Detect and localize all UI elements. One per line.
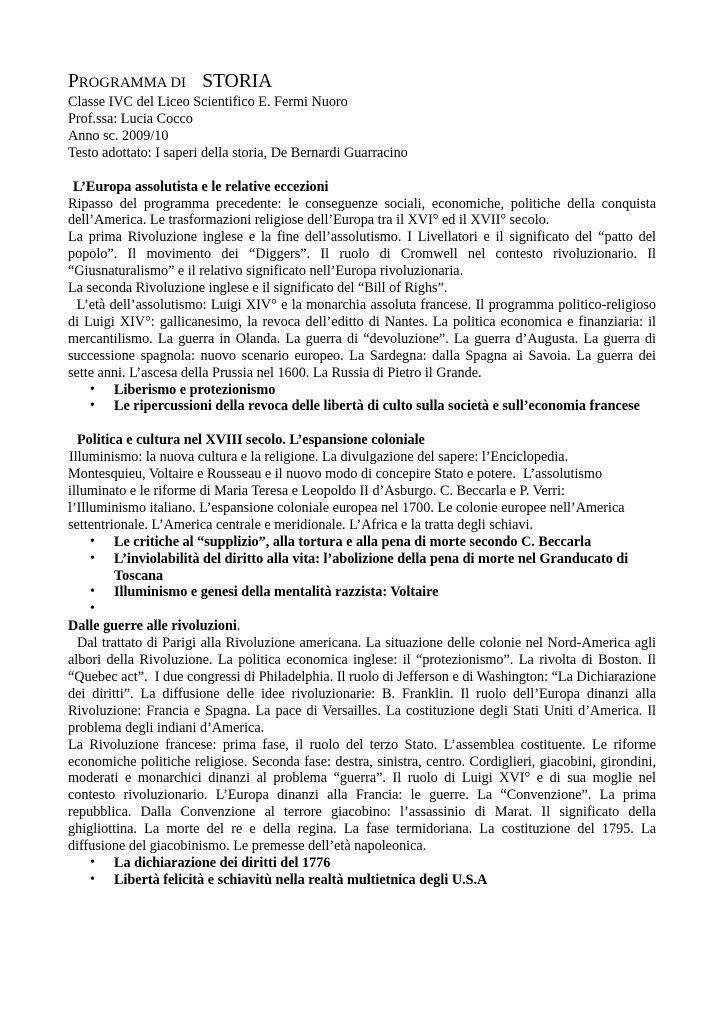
list-item-text: L’inviolabilità del diritto alla vita: l’abolizione della pena di morte nel Granducato di Toscana [114, 550, 629, 584]
list-item [68, 872, 656, 889]
section-politica-cultura [68, 432, 656, 618]
title-word-1: ROGRAMMA DI [78, 75, 187, 91]
document-body [68, 70, 660, 889]
bullet-list [68, 855, 656, 889]
class-line: Classe IVC del Liceo Scientifico E. Fermi Nuoro [68, 94, 348, 110]
course-info [68, 94, 656, 162]
section-line: l’Illuminismo italiano. L’espansione coloniale europea nel 1700. Le colonie europee nell’America [68, 499, 625, 516]
bullet-icon: • [90, 854, 95, 870]
list-item [68, 534, 656, 551]
school-year-line: Anno sc. 2009/10 [68, 127, 169, 144]
section-paragraph: La prima Rivoluzione inglese e la fine dell’assolutismo. I Livellatori e il significato del “patto del popolo”. Il movimento dei “Diggers”. Il ruolo di Cromwell nel contesto rivoluzionario. Il “Giusnaturalismo” e il relativo significato nell’Europa rivoluzionaria. [68, 229, 656, 280]
bullet-icon: • [90, 601, 95, 617]
list-item [68, 398, 656, 415]
list-item [68, 551, 656, 585]
bullet-icon: • [90, 871, 95, 887]
list-item [68, 584, 656, 601]
section-line: Montesquieu, Voltaire e Rousseau e il nuovo modo di concepire Stato e potere. L’assolutismo [68, 466, 603, 483]
section-paragraph: L’età dell’assolutismo: Luigi XIV° e la monarchia assoluta francese. Il programma politico-religioso di Luigi XIV°: gallicanesimo, la revoca dell’editto di Nantes. La politica economica e finanziaria: il mercantilismo. La guerra in Olanda. La guerra di “devoluzione”. La guerra d’Augusta. La guerra di successione spagnola: nuovo scenario europeo. La Sardegna: dalla Spagna ai Savoia. La guerra dei sette anni. L’ascesa della Prussia nel 1600. La Russia di Pietro il Grande. [68, 296, 660, 381]
bullet-list [68, 534, 656, 619]
bullet-icon: • [90, 533, 95, 549]
list-item [68, 382, 656, 399]
list-item-text: Liberismo e protezionismo [114, 381, 276, 398]
section-heading-suffix: . [236, 618, 241, 635]
list-item-text: Le ripercussioni della revoca delle libertà di culto sulla società e sull’economia francese [114, 398, 640, 415]
section-paragraph: Ripasso del programma precedente: le conseguenze sociali, economiche, politiche della conquista dell’America. Le trasformazioni religiose dell’Europa tra il XVI° ed il XVII° secolo. [68, 195, 656, 229]
bullet-icon: • [90, 381, 95, 397]
section-line: settentrionale. L’America centrale e meridionale. L’Africa e la tratta degli schiavi. [68, 516, 533, 533]
title-initial: P [68, 71, 79, 92]
section-line: Illuminismo: la nuova cultura e la religione. La divulgazione del sapere: l’Enciclopedia. [69, 449, 569, 466]
list-item [68, 601, 656, 618]
section-guerre-rivoluzioni [68, 618, 660, 889]
section-europa-assolutista [68, 178, 660, 416]
list-item-text: Libertà felicità e schiavitù nella realtà multietnica degli U.S.A [114, 871, 488, 888]
section-line: illuminato e le riforme di Maria Teresa e Leopoldo II d’Asburgo. C. Beccarla e P. Verri: [68, 483, 565, 500]
section-heading: Politica e cultura nel XVIII secolo. L’espansione coloniale [77, 432, 425, 449]
section-heading [68, 618, 656, 635]
bullet-icon: • [90, 398, 95, 414]
list-item-text: Illuminismo e genesi della mentalità razzista: Voltaire [114, 584, 439, 601]
section-paragraph: La Rivoluzione francese: prima fase, il ruolo del terzo Stato. L’assemblea costituente. Le riforme economiche politiche religiose. Seconda fase: destra, sinistra, centro. Cordiglieri, giacobini, girondini, moderati e monarchici dinanzi al problema “guerra”. Il ruolo di Luigi XVI° e di sua moglie nel contesto rivoluzionario. L’Europa dinanzi alla Francia: le guerre. La “Convenzione”. La prima repubblica. Dalla Convenzione al terrore giacobino: l’assassinio di Marat. Il significato della ghigliottina. La morte del re e della regina. La fase termidoriana. La costituzione del 1795. La diffusione del giacobinismo. Le premesse dell’età napoleonica. [68, 736, 656, 855]
bullet-icon: • [90, 550, 95, 566]
list-item-text: Le critiche al “supplizio”, alla tortura e alla pena di morte secondo C. Beccarla [114, 533, 592, 550]
teacher-line: Prof.ssa: Lucia Cocco [68, 110, 193, 127]
section-heading: L’Europa assolutista e le relative eccezioni [73, 178, 329, 195]
page-title [68, 70, 656, 94]
list-item [68, 855, 656, 872]
list-item-text: La dichiarazione dei diritti del 1776 [114, 854, 331, 871]
textbook-line: Testo adottato: I saperi della storia, De Bernardi Guarracino [68, 144, 408, 161]
title-word-2: STORIA [202, 71, 273, 92]
section-heading-text: Dalle guerre alle rivoluzioni [68, 618, 237, 635]
section-paragraph: La seconda Rivoluzione inglese e il significato del “Bill of Righs”. [68, 280, 448, 297]
bullet-list [68, 382, 656, 416]
bullet-icon: • [90, 584, 95, 600]
section-paragraph: Dal trattato di Parigi alla Rivoluzione americana. La situazione delle colonie nel Nord-America agli albori della Rivoluzione. La politica economica inglese: il “protezionismo”. La rivolta di Boston. Il “Quebec act”. I due congressi di Philadelphia. Il ruolo di Jefferson e di Washington: “La Dichiarazione dei diritti”. La diffusione delle idee rivoluzionarie: B. Franklin. Il ruolo dell’Europa dinanzi alla Rivoluzione: Francia e Spagna. La pace di Versailles. La costituzione degli Stati Uniti d’America. Il problema degli indiani d’America. [68, 635, 660, 736]
